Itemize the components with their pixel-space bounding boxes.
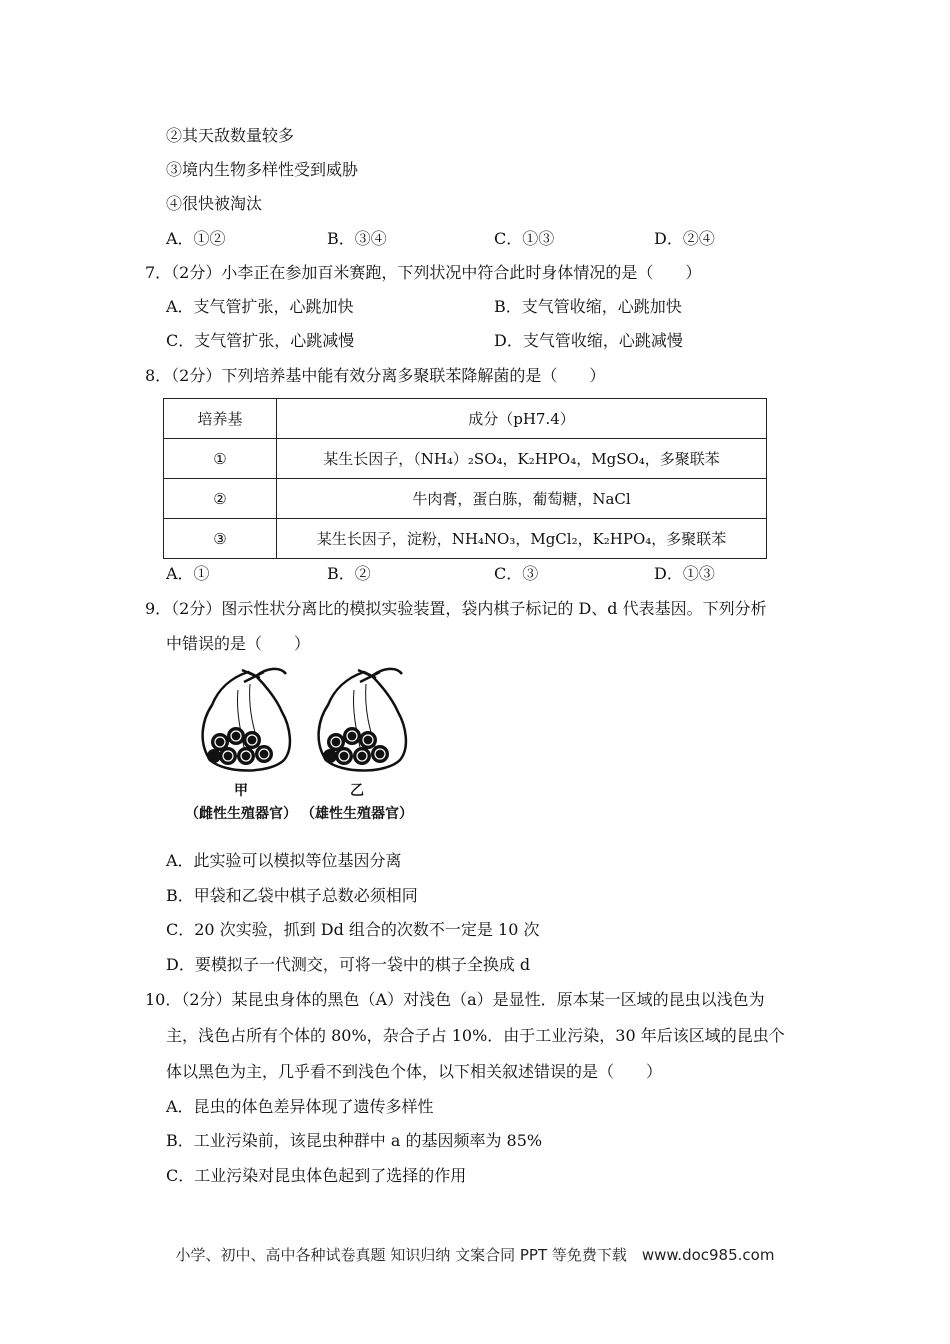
table-header-medium: 培养基 — [164, 399, 277, 439]
q10-option-c: C．工业污染对昆虫体色起到了选择的作用 — [166, 1166, 467, 1185]
q6-option-c: C．①③ — [494, 229, 555, 248]
q7-stem: 7．（2分）小李正在参加百米赛跑，下列状况中符合此时身体情况的是（ ） — [145, 263, 702, 282]
q6-item-2: ②其天敌数量较多 — [166, 126, 295, 145]
q7-option-d: D．支气管收缩，心跳减慢 — [494, 331, 683, 350]
table-header-row — [164, 399, 767, 439]
q7-option-a: A．支气管扩张，心跳加快 — [166, 297, 354, 316]
q6-option-a: A．①② — [166, 229, 226, 248]
page-footer: 小学、初中、高中各种试卷真题 知识归纳 文案合同 PPT 等免费下载 www.doc985.com — [175, 1246, 775, 1264]
table-row — [164, 479, 767, 519]
q7-option-c: C．支气管扩张，心跳减慢 — [166, 331, 355, 350]
q10-option-a: A．昆虫的体色差异体现了遗传多样性 — [166, 1097, 434, 1116]
q8-stem: 8．（2分）下列培养基中能有效分离多聚联苯降解菌的是（ ） — [145, 366, 606, 385]
q10-option-b: B．工业污染前，该昆虫种群中 a 的基因频率为 85% — [166, 1131, 543, 1150]
table-cell-id: ③ — [164, 519, 277, 559]
q9-stem-line2: 中错误的是（ ） — [166, 634, 311, 653]
table-cell-id: ② — [164, 479, 277, 519]
q6-item-3: ③境内生物多样性受到威胁 — [166, 160, 359, 179]
q10-stem-line1: 10．（2分）某昆虫身体的黑色（A）对浅色（a）是显性．原本某一区域的昆虫以浅色为 — [145, 990, 765, 1009]
culture-medium-table — [163, 398, 767, 559]
table-cell-id: ① — [164, 439, 277, 479]
q9-option-b: B．甲袋和乙袋中棋子总数必须相同 — [166, 886, 418, 905]
table-cell-composition: 某生长因子，淀粉，NH₄NO₃，MgCl₂，K₂HPO₄，多聚联苯 — [277, 519, 767, 559]
q9-option-a: A．此实验可以模拟等位基因分离 — [166, 851, 402, 870]
q9-stem-line1: 9．（2分）图示性状分离比的模拟实验装置，袋内棋子标记的 D、d 代表基因。下列分析 — [145, 599, 767, 618]
table-row — [164, 439, 767, 479]
bag-female-label: 甲 — [234, 783, 248, 799]
q10-stem-line3: 体以黑色为主，几乎看不到浅色个体，以下相关叙述错误的是（ ） — [166, 1062, 663, 1081]
bag-male-illustration — [306, 660, 416, 780]
table-header-composition: 成分（pH7.4） — [277, 399, 767, 439]
table-row — [164, 519, 767, 559]
q9-option-c: C．20 次实验，抓到 Dd 组合的次数不一定是 10 次 — [166, 920, 540, 939]
bag-male-label: 乙 — [350, 783, 364, 799]
bag-male-caption: （雄性生殖器官） — [301, 806, 413, 822]
q9-option-d: D．要模拟子一代测交，可将一袋中的棋子全换成 d — [166, 955, 531, 974]
bag-female-illustration — [190, 660, 300, 780]
q8-option-b: B．② — [327, 564, 371, 583]
q10-stem-line2: 主，浅色占所有个体的 80%，杂合子占 10%．由于工业污染，30 年后该区域的昆虫个 — [166, 1026, 785, 1045]
q6-option-b: B．③④ — [327, 229, 387, 248]
bag-female-caption: （雌性生殖器官） — [185, 806, 297, 822]
q8-option-a: A．① — [166, 564, 210, 583]
q6-item-4: ④很快被淘汰 — [166, 194, 263, 213]
q6-option-d: D．②④ — [654, 229, 715, 248]
q8-option-c: C．③ — [494, 564, 539, 583]
table-cell-composition: 牛肉膏，蛋白胨，葡萄糖，NaCl — [277, 479, 767, 519]
q7-option-b: B．支气管收缩，心跳加快 — [494, 297, 682, 316]
q8-option-d: D．①③ — [654, 564, 715, 583]
table-cell-composition: 某生长因子，（NH₄）₂SO₄，K₂HPO₄，MgSO₄，多聚联苯 — [277, 439, 767, 479]
